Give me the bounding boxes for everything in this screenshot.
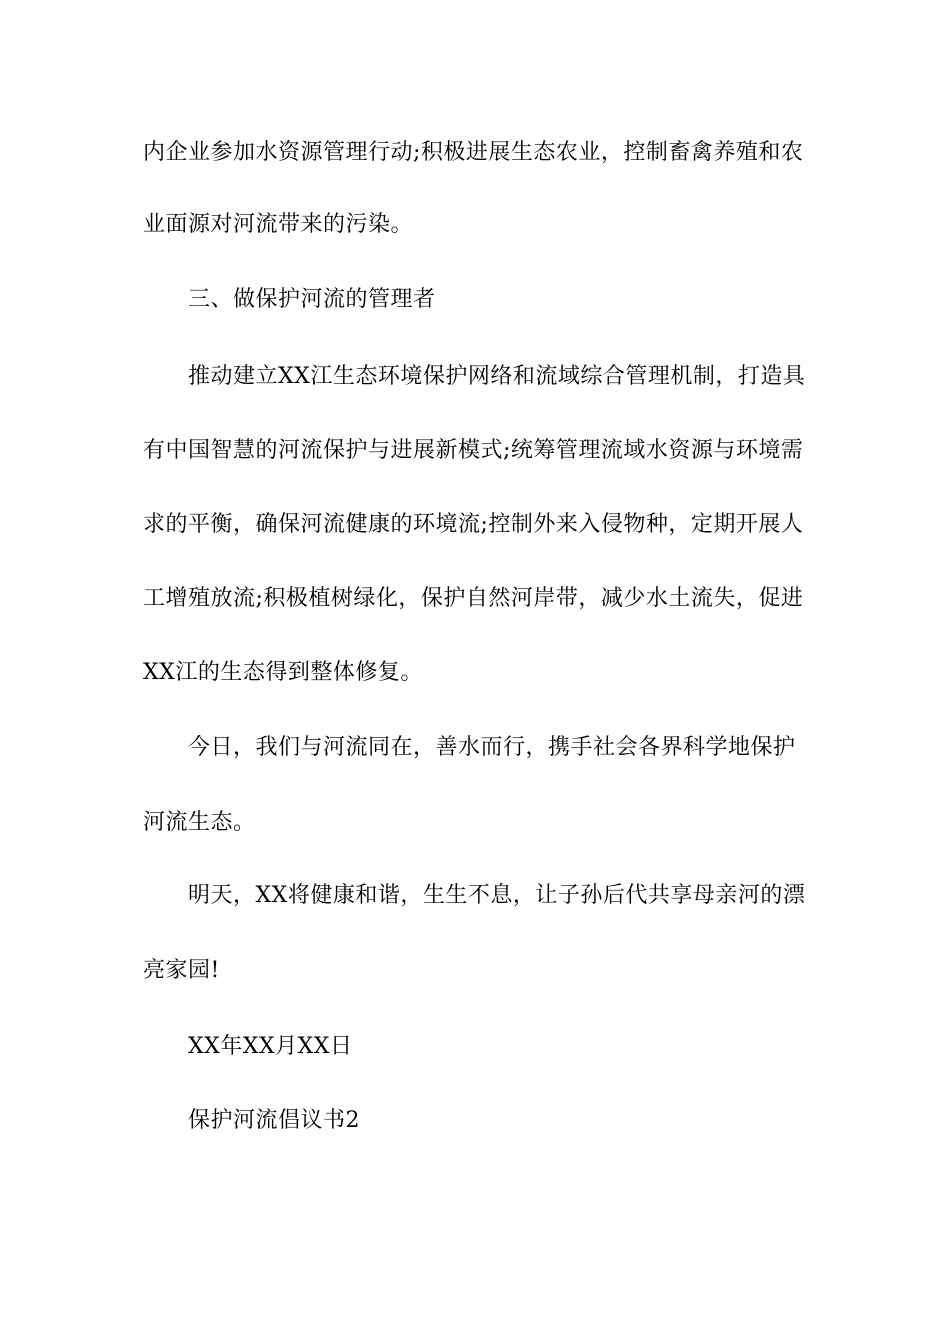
body-line-6: 工增殖放流;积极植树绿化，保护自然河岸带，减少水土流失，促进	[143, 586, 804, 611]
body-line-7: XX江的生态得到整体修复。	[143, 660, 423, 685]
body-line-5: 求的平衡，确保河流健康的环境流;控制外来入侵物种，定期开展人	[143, 512, 804, 537]
section-heading: 三、做保护河流的管理者	[188, 287, 436, 312]
body-line-11: 亮家园!	[143, 958, 220, 983]
next-title: 保护河流倡议书2	[188, 1108, 360, 1133]
body-line-2: 业面源对河流带来的污染。	[143, 212, 414, 237]
body-line-1: 内企业参加水资源管理行动;积极进展生态农业，控制畜禽养殖和农	[143, 140, 804, 165]
body-line-9: 河流生态。	[143, 810, 256, 835]
body-line-8: 今日，我们与河流同在，善水而行，携手社会各界科学地保护	[188, 735, 796, 760]
body-line-3: 推动建立XX江生态环境保护网络和流域综合管理机制，打造具	[188, 364, 806, 389]
body-line-10: 明天，XX将健康和谐，生生不息，让子孙后代共享母亲河的漂	[188, 883, 806, 908]
date-line: XX年XX月XX日	[188, 1034, 353, 1059]
body-line-4: 有中国智慧的河流保护与进展新模式;统筹管理流域水资源与环境需	[143, 438, 804, 463]
